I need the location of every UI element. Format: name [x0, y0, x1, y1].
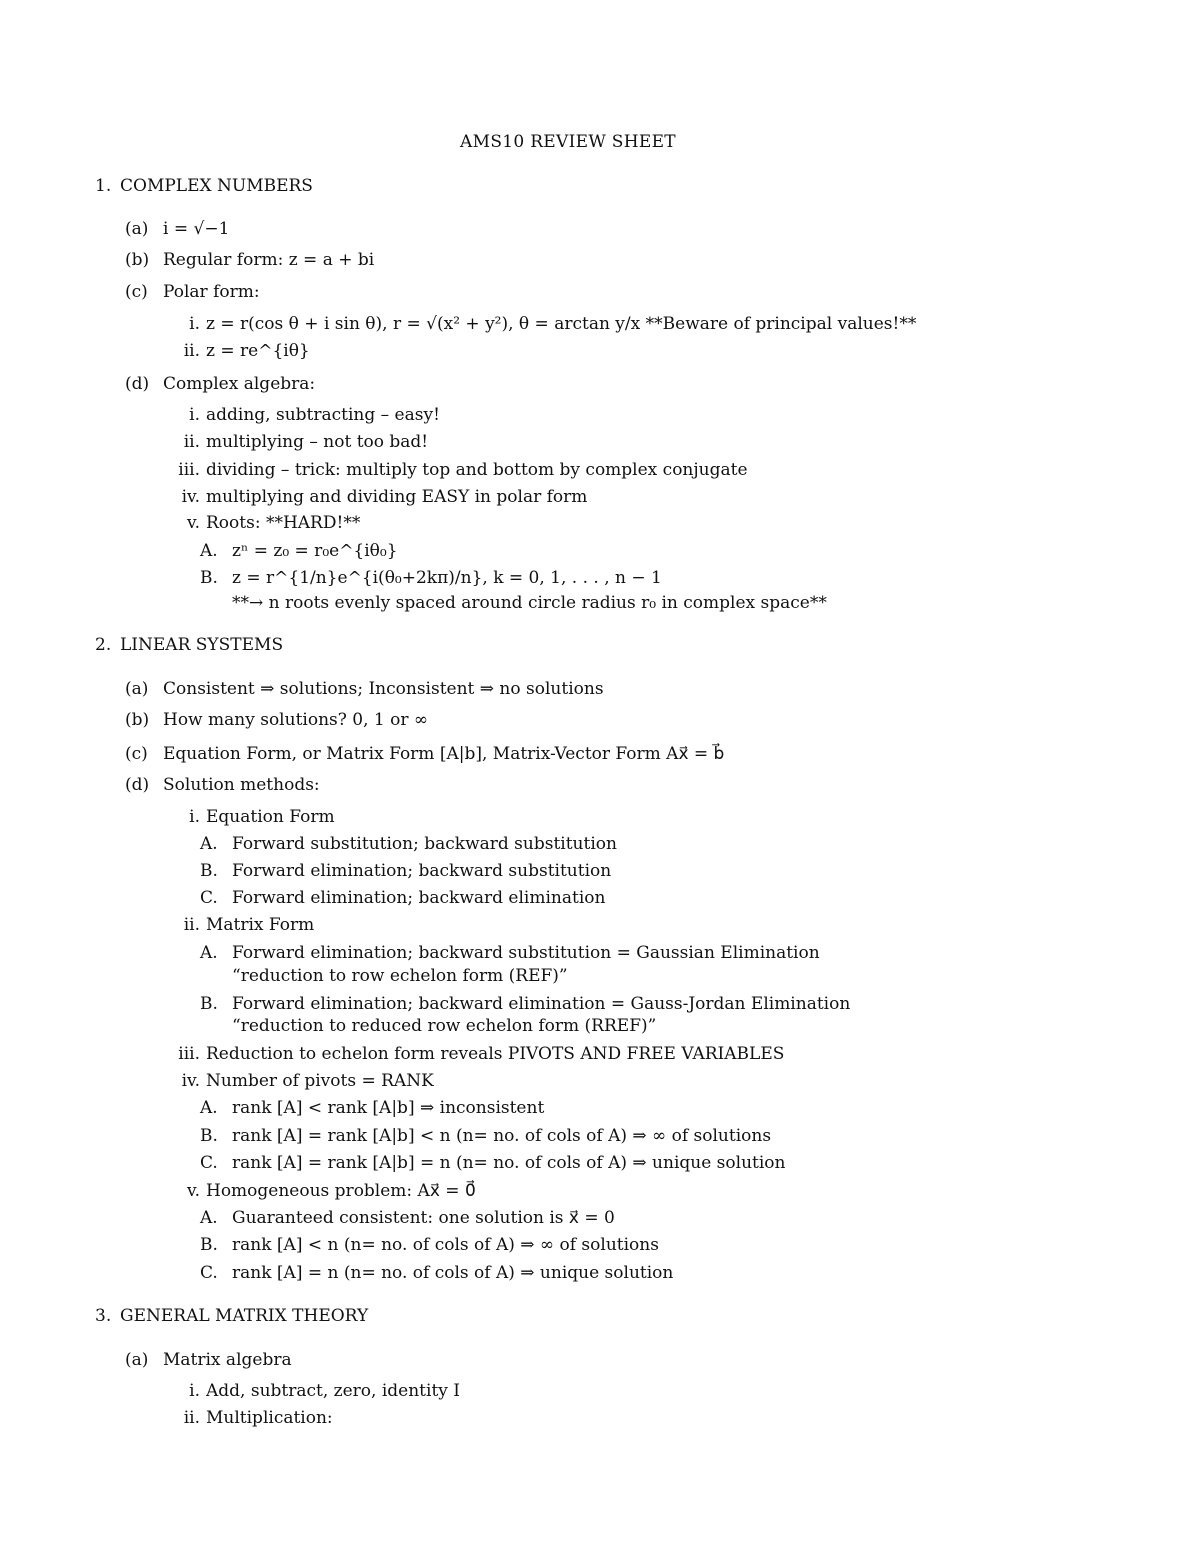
list-subitem — [160, 512, 360, 534]
item-label: A. — [200, 834, 218, 854]
item-text: Guaranteed consistent: one solution is x⃗ = 0 — [232, 1208, 615, 1228]
item-text: Forward elimination; backward substitution = Gaussian Elimination — [232, 943, 820, 963]
item-text: Add, subtract, zero, identity I — [206, 1381, 460, 1401]
item-text: Matrix algebra — [163, 1350, 292, 1370]
item-label: ii. — [183, 1408, 200, 1428]
section-heading — [95, 1305, 368, 1327]
list-subsubitem — [200, 993, 850, 1015]
page-title: AMS10 REVIEW SHEET — [460, 132, 676, 152]
item-text: Forward substitution; backward substitution — [232, 834, 617, 854]
list-item — [125, 1349, 292, 1371]
item-label: A. — [200, 1098, 218, 1118]
item-text: rank [A] < n (n= no. of cols of A) ⇒ ∞ of solutions — [232, 1235, 659, 1255]
item-label: iv. — [181, 487, 200, 507]
item-continuation: “reduction to row echelon form (REF)” — [232, 966, 568, 986]
item-label: v. — [187, 1181, 200, 1201]
list-subsubitem — [200, 860, 611, 882]
list-subsubitem — [200, 1262, 673, 1284]
item-label: (a) — [125, 219, 149, 239]
item-label: (a) — [125, 1350, 149, 1370]
list-subitem — [160, 1380, 460, 1402]
list-subsubitem — [200, 1125, 771, 1147]
item-label: iii. — [178, 460, 200, 480]
list-subitem — [160, 459, 748, 481]
item-text: Consistent ⇒ solutions; Inconsistent ⇒ no solutions — [163, 679, 604, 699]
item-text: i = √−1 — [163, 219, 230, 239]
list-item — [125, 743, 724, 765]
item-text: Forward elimination; backward substitution — [232, 861, 612, 881]
list-subsubitem — [200, 567, 662, 589]
list-subitem — [160, 313, 916, 335]
item-label: A. — [200, 1208, 218, 1228]
item-text: How many solutions? 0, 1 or ∞ — [163, 710, 429, 730]
item-text: Reduction to echelon form reveals PIVOTS AND FREE VARIABLES — [206, 1044, 785, 1064]
item-text: Regular form: z = a + bi — [163, 250, 375, 270]
item-label: ii. — [183, 432, 200, 452]
item-label: (b) — [125, 710, 150, 730]
list-subitem — [160, 404, 440, 426]
item-text: Complex algebra: — [163, 374, 316, 394]
item-label: v. — [187, 513, 200, 533]
item-text: rank [A] < rank [A|b] ⇒ inconsistent — [232, 1098, 545, 1118]
section-heading — [95, 175, 313, 197]
list-subsubitem — [200, 1152, 785, 1174]
list-subsubitem — [200, 540, 398, 562]
item-text: Forward elimination; backward elimination = Gauss-Jordan Elimination — [232, 994, 851, 1014]
section-heading — [95, 634, 283, 656]
list-subitem — [160, 1407, 333, 1429]
item-text: rank [A] = rank [A|b] < n (n= no. of cols of A) ⇒ ∞ of solutions — [232, 1126, 772, 1146]
item-label: iii. — [178, 1044, 200, 1064]
list-item — [125, 709, 428, 731]
item-label: A. — [200, 541, 218, 561]
section-title: GENERAL MATRIX THEORY — [120, 1306, 369, 1326]
item-text: dividing – trick: multiply top and bottom by complex conjugate — [206, 460, 748, 480]
list-subitem — [160, 1043, 784, 1065]
item-label: i. — [189, 405, 200, 425]
section-number: 2. — [95, 635, 112, 655]
item-label: C. — [200, 1263, 218, 1283]
list-subsubitem — [200, 942, 820, 964]
list-subitem — [160, 806, 335, 828]
list-item — [125, 249, 374, 271]
list-item — [125, 281, 260, 303]
item-label: C. — [200, 1153, 218, 1173]
item-label: B. — [200, 1126, 218, 1146]
list-subitem — [160, 1180, 476, 1202]
item-label: B. — [200, 1235, 218, 1255]
list-item — [125, 774, 320, 796]
item-text: Multiplication: — [206, 1408, 333, 1428]
list-subitem — [160, 340, 310, 362]
item-label: ii. — [183, 341, 200, 361]
list-item — [125, 678, 604, 700]
section-title: COMPLEX NUMBERS — [120, 176, 313, 196]
item-label: B. — [200, 568, 218, 588]
item-label: (d) — [125, 775, 150, 795]
item-text: Solution methods: — [163, 775, 320, 795]
item-label: i. — [189, 807, 200, 827]
item-text: adding, subtracting – easy! — [206, 405, 440, 425]
list-subsubitem — [200, 1097, 544, 1119]
item-text: Forward elimination; backward elimination — [232, 888, 606, 908]
item-label: B. — [200, 861, 218, 881]
section-number: 3. — [95, 1306, 112, 1326]
item-text: multiplying and dividing EASY in polar form — [206, 487, 588, 507]
item-text: rank [A] = rank [A|b] = n (n= no. of cols of A) ⇒ unique solution — [232, 1153, 786, 1173]
item-text: multiplying – not too bad! — [206, 432, 429, 452]
item-label: (a) — [125, 679, 149, 699]
list-subitem — [160, 914, 314, 936]
item-text: Polar form: — [163, 282, 260, 302]
list-subsubitem — [200, 833, 617, 855]
list-item — [125, 218, 229, 240]
item-label: ii. — [183, 915, 200, 935]
item-label: A. — [200, 943, 218, 963]
item-label: i. — [189, 1381, 200, 1401]
item-text: Equation Form, or Matrix Form [A|b], Matrix-Vector Form Ax⃗ = b⃗ — [163, 744, 725, 764]
item-label: i. — [189, 314, 200, 334]
item-label: (c) — [125, 744, 148, 764]
item-text: zⁿ = z₀ = r₀e^{iθ₀} — [232, 541, 398, 561]
list-subitem — [160, 431, 428, 453]
list-item — [125, 373, 315, 395]
item-text: Matrix Form — [206, 915, 315, 935]
list-subsubitem — [200, 1207, 615, 1229]
item-text: Number of pivots = RANK — [206, 1071, 434, 1091]
item-label: B. — [200, 994, 218, 1014]
section-number: 1. — [95, 176, 112, 196]
item-text: Roots: **HARD!** — [206, 513, 361, 533]
item-continuation: **→ n roots evenly spaced around circle radius r₀ in complex space** — [232, 593, 827, 613]
list-subsubitem — [200, 1234, 659, 1256]
item-text: z = r(cos θ + i sin θ), r = √(x² + y²), θ = arctan y/x **Beware of principal values!** — [206, 314, 917, 334]
item-label: (d) — [125, 374, 150, 394]
item-text: Homogeneous problem: Ax⃗ = 0⃗ — [206, 1181, 476, 1201]
item-label: iv. — [181, 1071, 200, 1091]
item-continuation: “reduction to reduced row echelon form (RREF)” — [232, 1016, 657, 1036]
list-subsubitem — [200, 887, 605, 909]
item-text: z = re^{iθ} — [206, 341, 310, 361]
item-label: C. — [200, 888, 218, 908]
item-text: rank [A] = n (n= no. of cols of A) ⇒ unique solution — [232, 1263, 674, 1283]
item-text: Equation Form — [206, 807, 335, 827]
section-title: LINEAR SYSTEMS — [120, 635, 284, 655]
item-text: z = r^{1/n}e^{i(θ₀+2kπ)/n}, k = 0, 1, . . . , n − 1 — [232, 568, 662, 588]
item-label: (b) — [125, 250, 150, 270]
list-subitem — [160, 486, 587, 508]
item-label: (c) — [125, 282, 148, 302]
list-subitem — [160, 1070, 434, 1092]
